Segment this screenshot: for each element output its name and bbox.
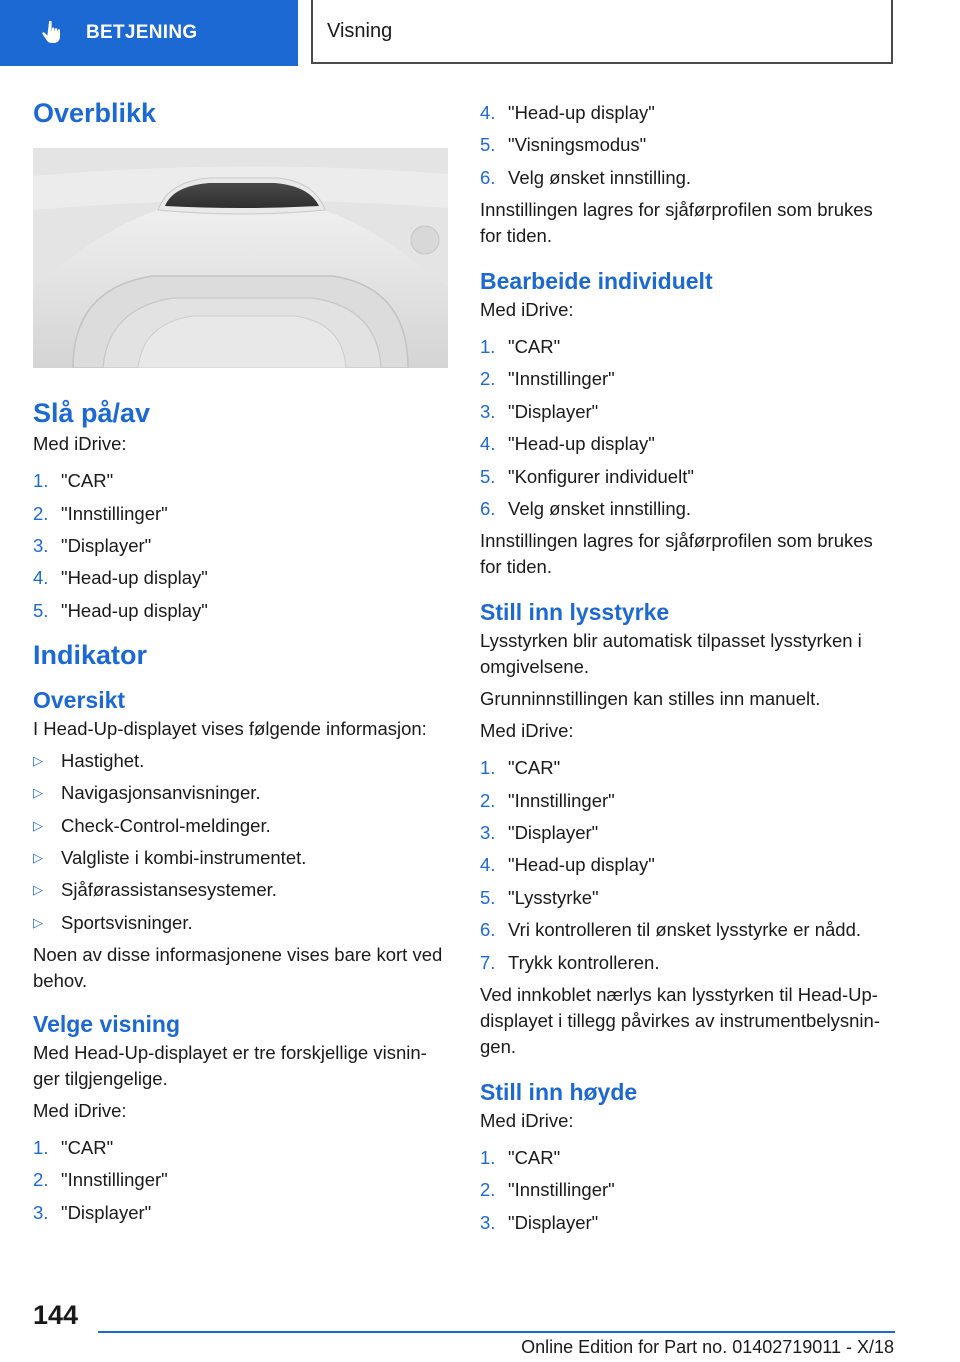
- step-text: "Innstillinger": [508, 1179, 615, 1201]
- triangle-bullet-icon: ▷: [33, 882, 43, 898]
- select-intro: Med Head-Up-displayet er tre forskjellige visnin-ger tilgjengelige.: [33, 1041, 427, 1089]
- step-number: 1.: [480, 757, 496, 779]
- brightness-note: Ved innkoblet nærlys kan lysstyrken til Head-Up-displayet i tillegg påvirkes av instrumentbelysnin-gen.: [480, 984, 880, 1058]
- step-number: 1.: [480, 1146, 496, 1168]
- individual-saved-note: Innstillingen lagres for sjåførprofilen som brukes for tiden.: [480, 530, 873, 578]
- step-number: 2.: [33, 502, 49, 524]
- bullet-text: Sjåførassistansesystemer.: [61, 879, 277, 901]
- step-text: "CAR": [61, 1136, 114, 1158]
- bullet-item: [33, 877, 448, 903]
- brightness-p2: Grunninnstillingen kan stilles inn manuelt.: [480, 688, 821, 710]
- step-number: 7.: [480, 951, 496, 973]
- step-item: [480, 820, 895, 846]
- step-text: "Displayer": [508, 400, 599, 422]
- step-number: 5.: [480, 465, 496, 487]
- overview-note: Noen av disse informasjonene vises bare kort ved behov.: [33, 944, 443, 992]
- step-text: "Innstillinger": [508, 368, 615, 390]
- step-text: "Head-up display": [61, 599, 208, 621]
- step-number: 3.: [480, 822, 496, 844]
- step-text: "Innstillinger": [61, 502, 168, 524]
- step-number: 6.: [480, 166, 496, 188]
- overview-intro: I Head-Up-displayet vises følgende informasjon:: [33, 717, 427, 739]
- step-text: "Innstillinger": [61, 1169, 168, 1191]
- step-text: "Head-up display": [61, 567, 208, 589]
- step-number: 2.: [33, 1169, 49, 1191]
- step-number: 3.: [33, 534, 49, 556]
- section-tab-betjening[interactable]: [0, 0, 298, 66]
- triangle-bullet-icon: ▷: [33, 817, 43, 833]
- step-text: "Head-up display": [508, 854, 655, 876]
- step-number: 4.: [480, 854, 496, 876]
- step-text: Velg ønsket innstilling.: [508, 166, 692, 188]
- brightness-idrive: Med iDrive:: [480, 720, 574, 742]
- step-item: [33, 598, 448, 624]
- step-number: 4.: [480, 433, 496, 455]
- brightness-steps-list: [480, 755, 895, 975]
- step-text: "Lysstyrke": [508, 886, 599, 908]
- step-number: 1.: [33, 470, 49, 492]
- onoff-steps-list: [33, 468, 448, 624]
- bullet-text: Check-Control-meldinger.: [61, 814, 271, 836]
- hand-pointer-icon: [38, 18, 68, 48]
- onoff-intro: Med iDrive:: [33, 433, 127, 455]
- heading-brightness: Still inn lysstyrke: [480, 599, 670, 626]
- hud-dashboard-illustration: [33, 148, 448, 368]
- step-number: 2.: [480, 368, 496, 390]
- step-item: [480, 852, 895, 878]
- footer-divider: [98, 1331, 895, 1333]
- select-steps-list: [33, 1135, 448, 1226]
- step-item: [33, 533, 448, 559]
- step-text: "CAR": [508, 336, 561, 358]
- step-text: Velg ønsket innstilling.: [508, 498, 692, 520]
- step-number: 3.: [480, 400, 496, 422]
- step-number: 1.: [33, 1136, 49, 1158]
- step-text: "CAR": [61, 470, 114, 492]
- step-number: 3.: [33, 1201, 49, 1223]
- triangle-bullet-icon: ▷: [33, 785, 43, 801]
- bullet-item: [33, 910, 448, 936]
- bullet-text: Sportsvisninger.: [61, 911, 193, 933]
- chapter-tab-visning[interactable]: [311, 0, 893, 64]
- heading-indicator: Indikator: [33, 639, 148, 670]
- step-text: "Visningsmodus": [508, 134, 647, 156]
- step-text: "CAR": [508, 1146, 561, 1168]
- step-item: [480, 917, 895, 943]
- step-item: [33, 565, 448, 591]
- hud-dashboard-figure: [33, 148, 448, 368]
- step-item: [480, 132, 895, 158]
- step-item: [33, 1135, 448, 1161]
- step-item: [33, 1200, 448, 1226]
- step-text: Trykk kontrolleren.: [508, 951, 660, 973]
- left-column: [33, 96, 448, 1232]
- bullet-text: Hastighet.: [61, 749, 145, 771]
- bullet-item: [33, 780, 448, 806]
- step-number: 2.: [480, 1179, 496, 1201]
- step-text: "Displayer": [61, 1201, 152, 1223]
- step-item: [480, 755, 895, 781]
- bullet-text: Navigasjonsanvisninger.: [61, 782, 261, 804]
- chapter-tab-label: Visning: [327, 19, 393, 42]
- height-intro: Med iDrive:: [480, 1109, 574, 1131]
- step-item: [480, 399, 895, 425]
- section-tab-label: BETJENING: [86, 22, 198, 43]
- triangle-bullet-icon: ▷: [33, 914, 43, 930]
- triangle-bullet-icon: ▷: [33, 849, 43, 865]
- step-item: [480, 885, 895, 911]
- step-number: 4.: [33, 567, 49, 589]
- step-number: 6.: [480, 498, 496, 520]
- bullet-item: [33, 748, 448, 774]
- footer-edition-text: Online Edition for Part no. 01402719011 - X/18: [521, 1337, 894, 1357]
- step-text: Vri kontrolleren til ønsket lysstyrke er nådd.: [508, 919, 861, 941]
- step-number: 3.: [480, 1211, 496, 1233]
- step-number: 4.: [480, 102, 496, 123]
- step-item: [33, 501, 448, 527]
- step-number: 1.: [480, 336, 496, 358]
- step-item: [480, 788, 895, 814]
- page-number: 144: [33, 1300, 79, 1330]
- step-item: [480, 100, 895, 126]
- bullet-text: Valgliste i kombi-instrumentet.: [61, 846, 307, 868]
- step-item: [480, 1177, 895, 1203]
- step-text: "Displayer": [508, 822, 599, 844]
- heading-overview: Overblikk: [33, 98, 157, 128]
- step-item: [480, 334, 895, 360]
- step-text: "Head-up display": [508, 433, 655, 455]
- heading-onoff: Slå på/av: [33, 398, 151, 429]
- step-text: "Konfigurer individuelt": [508, 465, 694, 487]
- step-text: "Innstillinger": [508, 789, 615, 811]
- individual-intro: Med iDrive:: [480, 299, 574, 321]
- step-item: [480, 950, 895, 976]
- step-number: 5.: [33, 599, 49, 621]
- step-number: 6.: [480, 919, 496, 941]
- step-text: "CAR": [508, 757, 561, 779]
- step-text: "Head-up display": [508, 102, 655, 123]
- heading-height: Still inn høyde: [480, 1079, 638, 1106]
- step-item: [480, 1145, 895, 1171]
- individual-steps-list: [480, 334, 895, 522]
- step-item: [480, 366, 895, 392]
- height-steps-list: [480, 1145, 895, 1236]
- step-text: "Displayer": [508, 1211, 599, 1233]
- step-item: [33, 468, 448, 494]
- step-item: [480, 496, 895, 522]
- step-item: [480, 1210, 895, 1236]
- step-item: [480, 464, 895, 490]
- overview-bullets-list: [33, 748, 448, 936]
- triangle-bullet-icon: ▷: [33, 752, 43, 768]
- step-text: "Displayer": [61, 534, 152, 556]
- bullet-item: [33, 845, 448, 871]
- step-number: 2.: [480, 789, 496, 811]
- step-item: [33, 1167, 448, 1193]
- brightness-p1: Lysstyrken blir automatisk tilpasset lysstyrken i omgivelsene.: [480, 630, 862, 678]
- step-number: 5.: [480, 886, 496, 908]
- heading-select-view: Velge visning: [33, 1011, 180, 1038]
- step-number: 5.: [480, 134, 496, 156]
- step-item: [480, 165, 895, 191]
- select-idrive: Med iDrive:: [33, 1099, 127, 1121]
- select-saved-note: Innstillingen lagres for sjåførprofilen som brukes for tiden.: [480, 199, 873, 247]
- heading-individual: Bearbeide individuelt: [480, 268, 713, 295]
- bullet-item: [33, 813, 448, 839]
- select-steps-continued-list: [480, 100, 895, 191]
- heading-oversikt: Oversikt: [33, 686, 126, 713]
- page-header: [0, 0, 960, 66]
- right-column: [480, 100, 895, 1242]
- step-item: [480, 431, 895, 457]
